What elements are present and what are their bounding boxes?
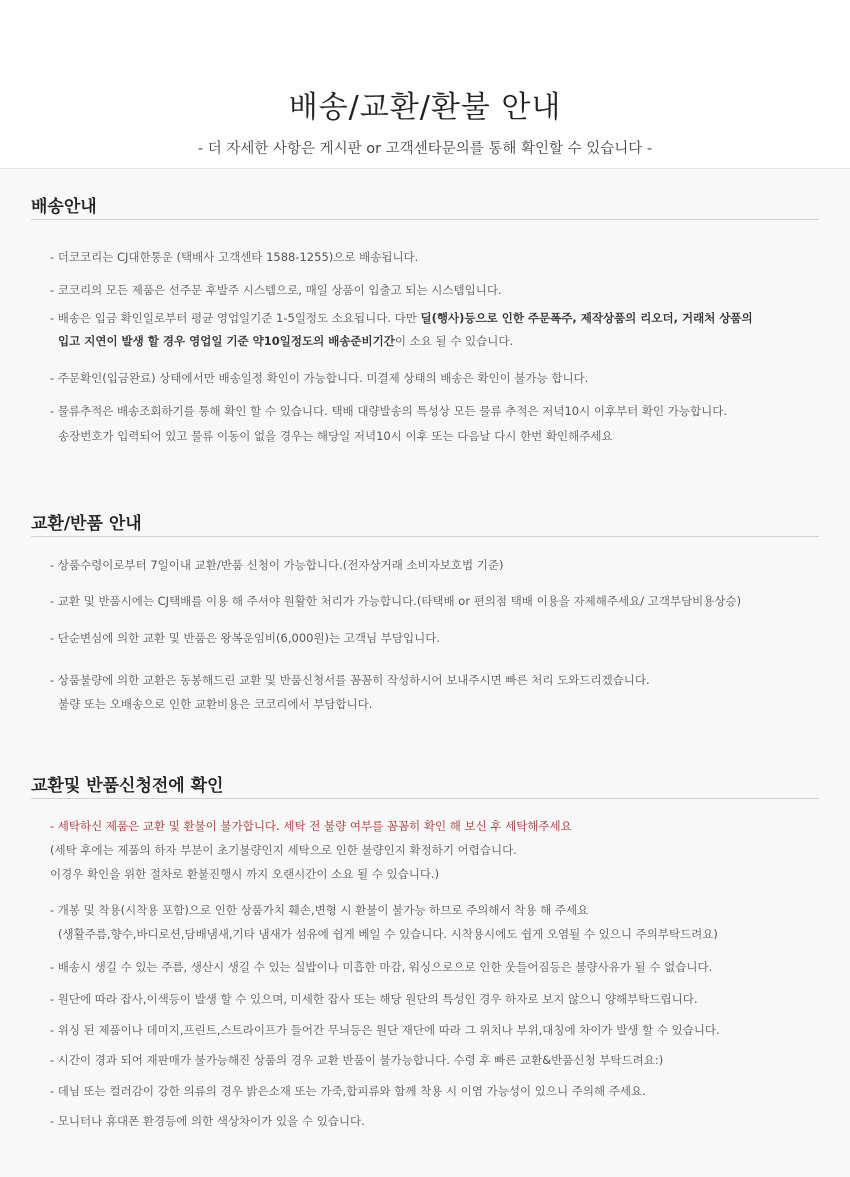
check-item: - 시간이 경과 되어 재판매가 불가능해진 상품의 경우 교환 반품이 불가능합니다. 수령 후 빠른 교환&반품신청 부탁드려요:)	[50, 1053, 664, 1067]
page-header	[0, 0, 850, 169]
shipping-item: - 더코코리는 CJ대한통운 (택배사 고객센타 1588-1255)으로 배송됩니다.	[50, 250, 419, 264]
check-item: - 개봉 및 착용(시착용 포함)으로 인한 상품가치 훼손,변형 시 환불이 불가능 하므로 주의해서 착용 해 주세요	[50, 903, 589, 917]
shipping-item: - 코코리의 모든 제품은 선주문 후발주 시스템으로, 매일 상품이 입출고 되는 시스템입니다.	[50, 283, 502, 297]
exchange-item: - 상품불량에 의한 교환은 동봉해드린 교환 및 반품신청서를 꼼꼼히 작성하시어 보내주시면 빠른 처리 도와드리겠습니다.	[50, 673, 650, 687]
check-section-title: 교환및 반품신청전에 확인	[31, 776, 224, 796]
exchange-divider	[31, 536, 819, 537]
shipping-item-cont: 송장번호가 입력되어 있고 물류 이동이 없을 경우는 해당일 저녁10시 이후 또는 다음날 다시 한번 확인해주세요	[58, 429, 613, 443]
check-item-cont: (생활주름,향수,바디로션,담배냄새,기타 냄새가 섬유에 쉽게 베일 수 있습니다. 시착용시에도 쉽게 오염될 수 있으니 주의부탁드려요)	[58, 927, 718, 941]
exchange-section-title: 교환/반품 안내	[31, 514, 142, 534]
check-item: - 모니터나 휴대폰 환경등에 의한 색상차이가 있을 수 있습니다.	[50, 1114, 365, 1128]
shipping-item-cont: 입고 지연이 발생 할 경우 영업일 기준 약10일정도의 배송준비기간이 소요 될 수 있습니다.	[58, 334, 514, 348]
shipping-item: - 주문확인(입금완료) 상태에서만 배송일정 확인이 가능합니다. 미결제 상태의 배송은 확인이 불가능 합니다.	[50, 371, 589, 385]
shipping-divider	[31, 219, 819, 220]
check-item: - 배송시 생길 수 있는 주름, 생산시 생길 수 있는 실밥이나 미흡한 마감, 워싱으로으로 인한 웃들어짐등은 불량사유가 될 수 없습니다.	[50, 960, 713, 974]
shipping-item: - 물류추적은 배송조회하기를 통해 확인 할 수 있습니다. 택배 대량발송의 특성상 모든 물류 추적은 저녁10시 이후부터 확인 가능합니다.	[50, 404, 728, 418]
shipping-section-title: 배송안내	[31, 197, 97, 217]
laundry-warning-note: (세탁 후에는 제품의 하자 부분이 초기불량인지 세탁으로 인한 불량인지 확정하기 어렵습니다.	[50, 843, 517, 857]
page-subtitle: - 더 자세한 사항은 게시판 or 고객센타문의를 통해 확인할 수 있습니다 -	[197, 141, 653, 157]
shipping-item: - 배송은 입금 확인일로부터 평균 영업일기준 1-5일정도 소요됩니다. 다만 딜(행사)등으로 인한 주문폭주, 제작상품의 리오더, 거래처 상품의	[50, 311, 753, 325]
laundry-warning: - 세탁하신 제품은 교환 및 환불이 불가합니다. 세탁 전 불량 여부를 꼼꼼히 확인 해 보신 후 세탁해주세요	[50, 819, 572, 833]
exchange-item-cont: 불량 또는 오배송으로 인한 교환비용은 코코리에서 부담합니다.	[58, 697, 373, 711]
exchange-item: - 단순변심에 의한 교환 및 반품은 왕복운임비(6,000원)는 고객님 부담입니다.	[50, 631, 440, 645]
check-item: - 원단에 따라 잡사,이색등이 발생 할 수 있으며, 미세한 잡사 또는 해당 원단의 특성인 경우 하자로 보지 않으니 양해부탁드립니다.	[50, 992, 698, 1006]
laundry-warning-note: 이경우 확인을 위한 절차로 환불진행시 까지 오랜시간이 소요 될 수 있습니다.)	[50, 867, 440, 881]
check-item: - 데님 또는 컬러감이 강한 의류의 경우 밝은소재 또는 가죽,합피류와 함께 착용 시 이염 가능성이 있으니 주의해 주세요.	[50, 1084, 646, 1098]
check-item: - 위싱 된 제품이나 데미지,프린트,스트라이프가 들어간 무늬등은 원단 재단에 따라 그 위치나 부위,대칭에 차이가 발생 할 수 있습니다.	[50, 1023, 720, 1037]
exchange-item: - 교환 및 반품시에는 CJ택배를 이용 해 주셔야 원활한 처리가 가능합니다.(타택배 or 편의점 택배 이용을 자제해주세요/ 고객부담비용상승)	[50, 594, 742, 608]
page-title: 배송/교환/환불 안내	[288, 90, 562, 125]
check-divider	[31, 798, 819, 799]
exchange-item: - 상품수령이로부터 7일이내 교환/반품 신청이 가능합니다.(전자상거래 소비자보호법 기준)	[50, 558, 504, 572]
